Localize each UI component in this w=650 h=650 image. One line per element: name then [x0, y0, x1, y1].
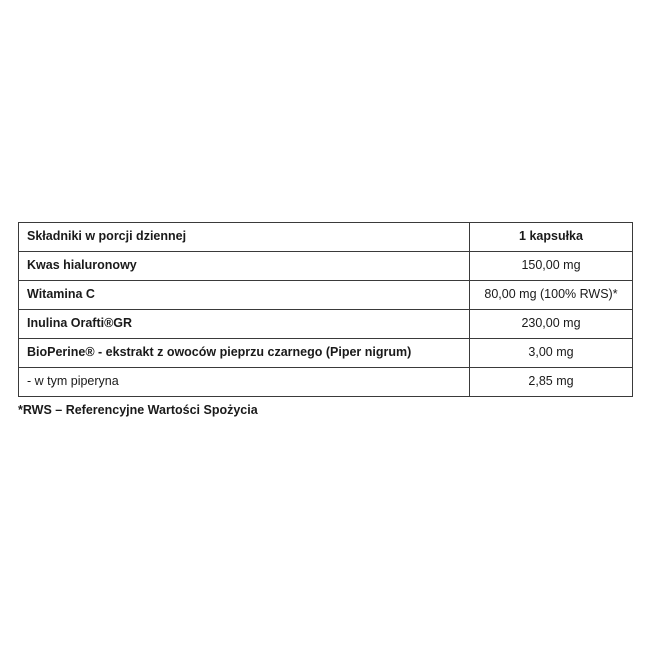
header-portion-label: 1 kapsułka	[470, 223, 633, 252]
table-row	[19, 252, 633, 281]
rws-footnote: *RWS – Referencyjne Wartości Spożycia	[18, 403, 258, 417]
ingredient-name: Inulina Orafti®GR	[19, 310, 470, 339]
header-ingredients-label: Składniki w porcji dziennej	[19, 223, 470, 252]
ingredient-name: - w tym piperyna	[19, 368, 470, 397]
ingredient-amount: 2,85 mg	[470, 368, 633, 397]
table-header-row	[19, 223, 633, 252]
ingredient-amount: 3,00 mg	[470, 339, 633, 368]
table-row	[19, 339, 633, 368]
ingredient-name: Kwas hialuronowy	[19, 252, 470, 281]
table-row	[19, 368, 633, 397]
ingredient-amount: 230,00 mg	[470, 310, 633, 339]
nutrition-table-container	[18, 222, 632, 397]
table-row	[19, 310, 633, 339]
table-row	[19, 281, 633, 310]
ingredients-table	[18, 222, 633, 397]
ingredient-name: Witamina C	[19, 281, 470, 310]
ingredient-amount: 80,00 mg (100% RWS)*	[470, 281, 633, 310]
ingredient-name: BioPerine® - ekstrakt z owoców pieprzu czarnego (Piper nigrum)	[19, 339, 470, 368]
ingredient-amount: 150,00 mg	[470, 252, 633, 281]
